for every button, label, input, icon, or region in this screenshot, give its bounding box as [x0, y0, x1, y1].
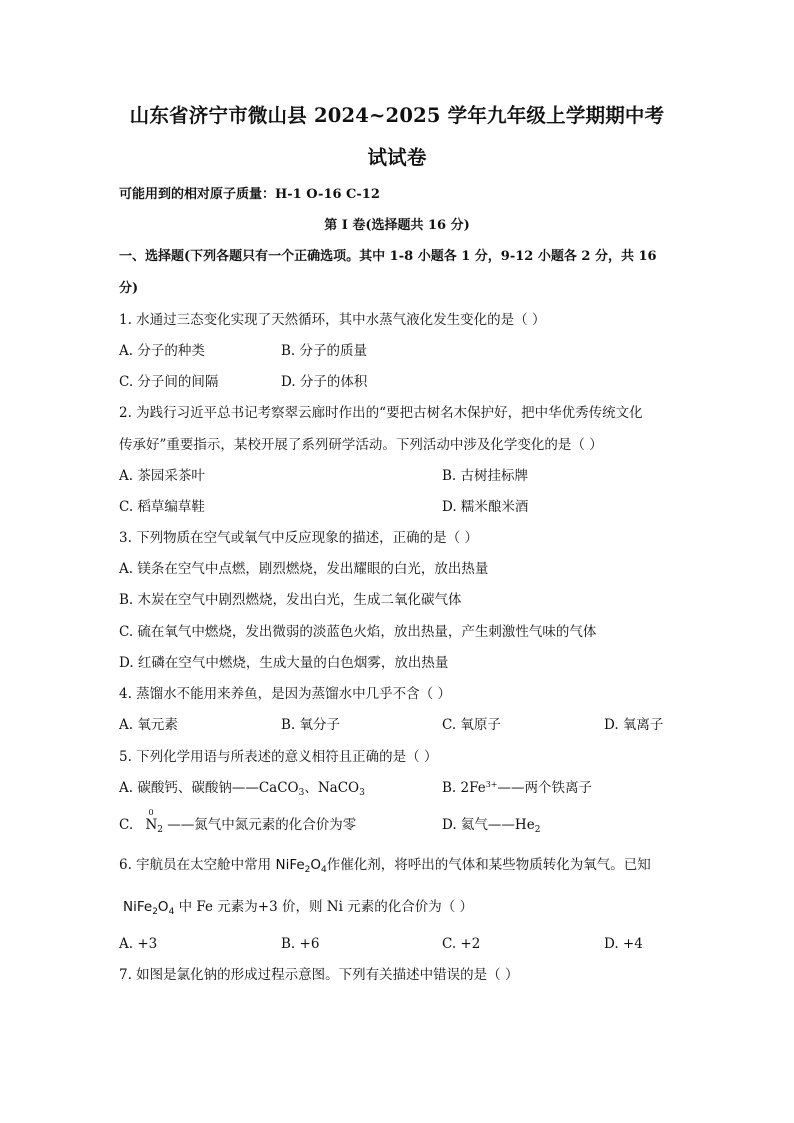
- question-5-option-c-text: ——氮气中氮元素的化合价为零: [167, 817, 357, 833]
- question-1-option-c: C. 分子间的间隔: [119, 374, 219, 390]
- question-2-option-a: A. 茶园采茶叶: [119, 468, 205, 484]
- question-5-option-a: [119, 779, 365, 797]
- question-5-option-b: [442, 779, 592, 797]
- question-5-option-b-suffix: ——两个铁离子: [497, 780, 593, 796]
- question-3-option-d: D. 红磷在空气中燃烧，生成大量的白色烟雾，放出热量: [119, 655, 449, 671]
- question-3-option-c: C. 硫在氧气中燃烧，发出微弱的淡蓝色火焰，放出热量，产生刺激性气味的气体: [119, 624, 597, 640]
- question-2-option-c: C. 稻草编草鞋: [119, 499, 205, 515]
- n2-formula: [145, 808, 163, 835]
- question-5-option-d: [442, 816, 540, 834]
- question-3-stem: 3. 下列物质在空气或氧气中反应现象的描述，正确的是（ ）: [119, 530, 478, 546]
- charge-superscript: 3+: [485, 780, 498, 789]
- question-5-stem: 5. 下列化学用语与所表述的意义相符且正确的是（ ）: [119, 749, 438, 765]
- sub-4: 4: [321, 865, 327, 875]
- question-4-option-b: B. 氧分子: [281, 717, 341, 733]
- sub-2: 2: [157, 825, 163, 835]
- question-4-option-d: D. 氧离子: [604, 717, 664, 733]
- question-6-option-c: C. +2: [442, 936, 481, 952]
- formula-nife2o4: [275, 857, 326, 873]
- question-2-stem-line2: 传承好”重要指示，某校开展了系列研学活动。下列活动中涉及化学变化的是（ ）: [119, 437, 603, 453]
- sub-2: 2: [152, 907, 158, 917]
- question-6-stem-line2: [123, 898, 473, 916]
- sub-2: 2: [534, 825, 541, 835]
- exam-title-line1: 山东省济宁市微山县 2024~2025 学年九年级上学期期中考: [129, 104, 665, 127]
- question-2-option-d: D. 糯米酿米酒: [442, 499, 529, 515]
- instruction-line2: 分): [119, 281, 139, 296]
- question-6-stem-prefix: 6. 宇航员在太空舱中常用: [119, 857, 272, 873]
- sub-3: 3: [359, 788, 365, 798]
- question-5-option-d-text: D. 氦气——He: [442, 817, 535, 833]
- question-6-stem-suffix: 作催化剂，将呼出的气体和某些物质转化为氧气。已知: [326, 857, 651, 873]
- instruction-line1: 一、选择题(下列各题只有一个正确选项。其中 1-8 小题各 1 分，9-12 小题各 2 分，共 16: [119, 249, 657, 264]
- question-6-option-a: A. +3: [119, 936, 158, 952]
- question-3-option-b: B. 木炭在空气中剧烈燃烧，发出白光，生成二氧化碳气体: [119, 592, 462, 608]
- question-2-stem-line1: 2. 为践行习近平总书记考察翠云廊时作出的“要把古树名木保护好，把中华优秀传统文化: [119, 405, 643, 421]
- question-2-option-b: B. 古树挂标牌: [442, 468, 529, 484]
- question-1-option-a: A. 分子的种类: [119, 343, 205, 359]
- question-6-stem-line1: [119, 856, 651, 874]
- question-5-option-c: [119, 808, 357, 835]
- n2-symbol: N: [145, 817, 158, 833]
- question-5-option-c-prefix: C.: [119, 817, 134, 833]
- question-7-stem: 7. 如图是氯化钠的形成过程示意图。下列有关描述中错误的是（ ）: [119, 967, 519, 983]
- question-1-option-b: B. 分子的质量: [281, 343, 368, 359]
- question-3-option-a: A. 镁条在空气中点燃，剧烈燃烧，发出耀眼的白光，放出热量: [119, 561, 489, 577]
- question-5-option-a-text: A. 碳酸钙、碳酸钠——CaCO: [119, 780, 299, 796]
- section-header: 第 I 卷(选择题共 16 分): [324, 218, 470, 233]
- exam-title-line2: 试试卷: [367, 146, 427, 169]
- formula-o: O: [157, 899, 169, 915]
- valence-zero-mark: 0: [148, 808, 154, 817]
- question-4-option-a: A. 氧元素: [119, 717, 178, 733]
- question-5-option-a-mid: 、NaCO: [304, 780, 360, 796]
- question-4-option-c: C. 氧原子: [442, 717, 501, 733]
- sub-4: 4: [168, 907, 175, 917]
- formula-o: O: [310, 857, 322, 873]
- question-5-option-b-prefix: B. 2Fe: [442, 780, 486, 796]
- sub-2: 2: [304, 865, 311, 875]
- question-6-stem2-suffix: 中 Fe 元素为+3 价，则 Ni 元素的化合价为（ ）: [178, 899, 473, 915]
- question-1-stem: 1. 水通过三态变化实现了天然循环，其中水蒸气液化发生变化的是（ ）: [119, 312, 546, 328]
- sub-3: 3: [298, 788, 305, 798]
- formula-nife2o4: [123, 899, 174, 915]
- question-4-stem: 4. 蒸馏水不能用来养鱼，是因为蒸馏水中几乎不含（ ）: [119, 686, 451, 702]
- atomic-mass-note: 可能用到的相对原子质量：H-1 O-16 C-12: [119, 187, 380, 202]
- question-1-option-d: D. 分子的体积: [281, 374, 368, 390]
- formula-nife: NiFe: [123, 899, 153, 915]
- question-6-option-b: B. +6: [281, 936, 320, 952]
- question-6-option-d: D. +4: [604, 936, 643, 952]
- formula-nife: NiFe: [275, 857, 305, 873]
